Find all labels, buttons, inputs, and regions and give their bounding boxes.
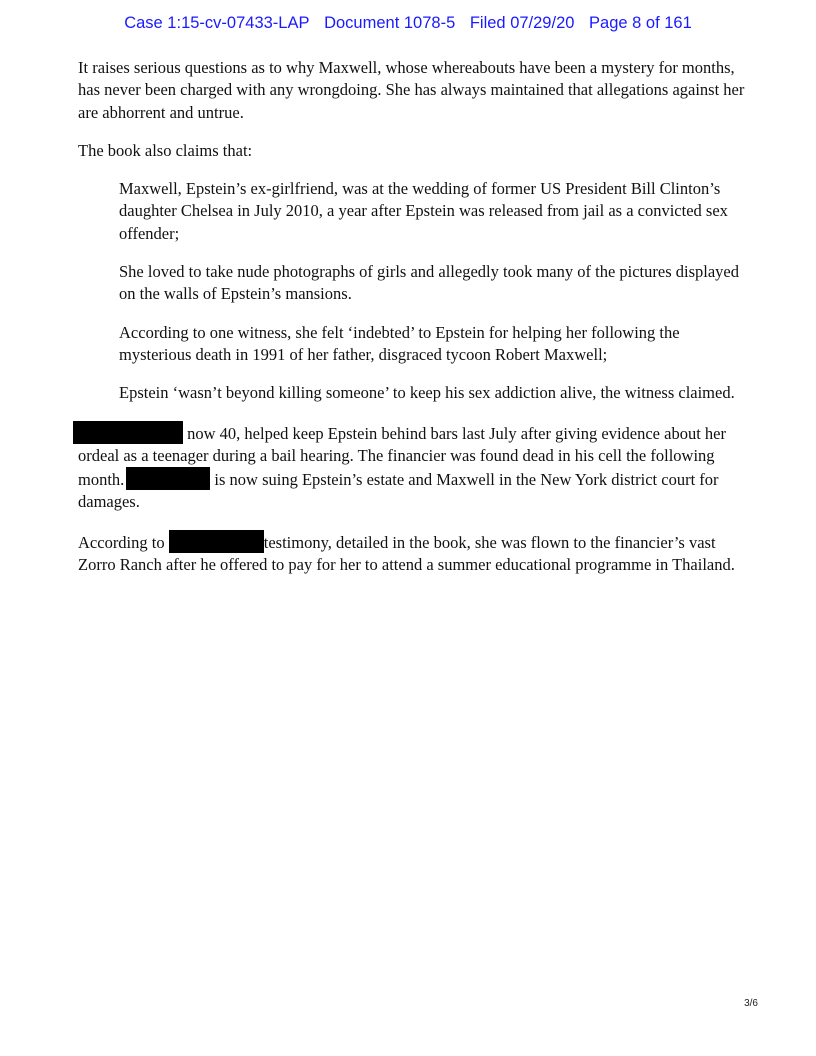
paragraph-2: The book also claims that: <box>78 140 253 160</box>
document-number: Document 1078-5 <box>324 14 456 32</box>
paragraph-4-text-a: According to <box>78 532 169 552</box>
paragraph-4-text-b: testimony, detailed in the book, she was flown to the financier’s vast Zorro Ranch after he offered to pay for her to attend a summer educational programme in Thailand. <box>78 532 735 575</box>
paragraph-4 <box>78 530 748 577</box>
claim-4: Epstein ‘wasn’t beyond killing someone’ to keep his sex addiction alive, the witness claimed. <box>119 383 735 403</box>
paragraph-1: It raises serious questions as to why Maxwell, whose whereabouts have been a mystery for months, has never been charged with any wrongdoing. She has always maintained that allegations against her are abhorrent and untrue. <box>78 58 745 122</box>
redaction-box <box>126 467 210 490</box>
page-indicator: Page 8 of 161 <box>589 14 692 32</box>
page-number: 3/6 <box>744 998 758 1009</box>
redaction-box <box>169 530 264 553</box>
paragraph-3-text-b: is now suing Epstein’s estate and Maxwell in the New York district court for damages. <box>78 470 719 512</box>
claim-1: Maxwell, Epstein’s ex-girlfriend, was at the wedding of former US President Bill Clinton’s daughter Chelsea in July 2010, a year after Epstein was released from jail as a convicted sex offender; <box>119 179 728 243</box>
paragraph-3-text-a: now 40, helped keep Epstein behind bars last July after giving evidence about her ordeal as a teenager during a bail hearing. The financier was found dead in his cell the following month. <box>78 423 726 490</box>
case-header <box>0 14 816 33</box>
claim-3: According to one witness, she felt ‘indebted’ to Epstein for helping her following the mysterious death in 1991 of her father, disgraced tycoon Robert Maxwell; <box>119 322 680 364</box>
case-number: Case 1:15-cv-07433-LAP <box>124 14 310 32</box>
redaction-box <box>73 421 183 444</box>
paragraph-3 <box>78 421 748 514</box>
article-body <box>78 57 748 592</box>
filed-date: Filed 07/29/20 <box>469 14 575 32</box>
claim-2: She loved to take nude photographs of girls and allegedly took many of the pictures displayed on the walls of Epstein’s mansions. <box>119 262 739 304</box>
